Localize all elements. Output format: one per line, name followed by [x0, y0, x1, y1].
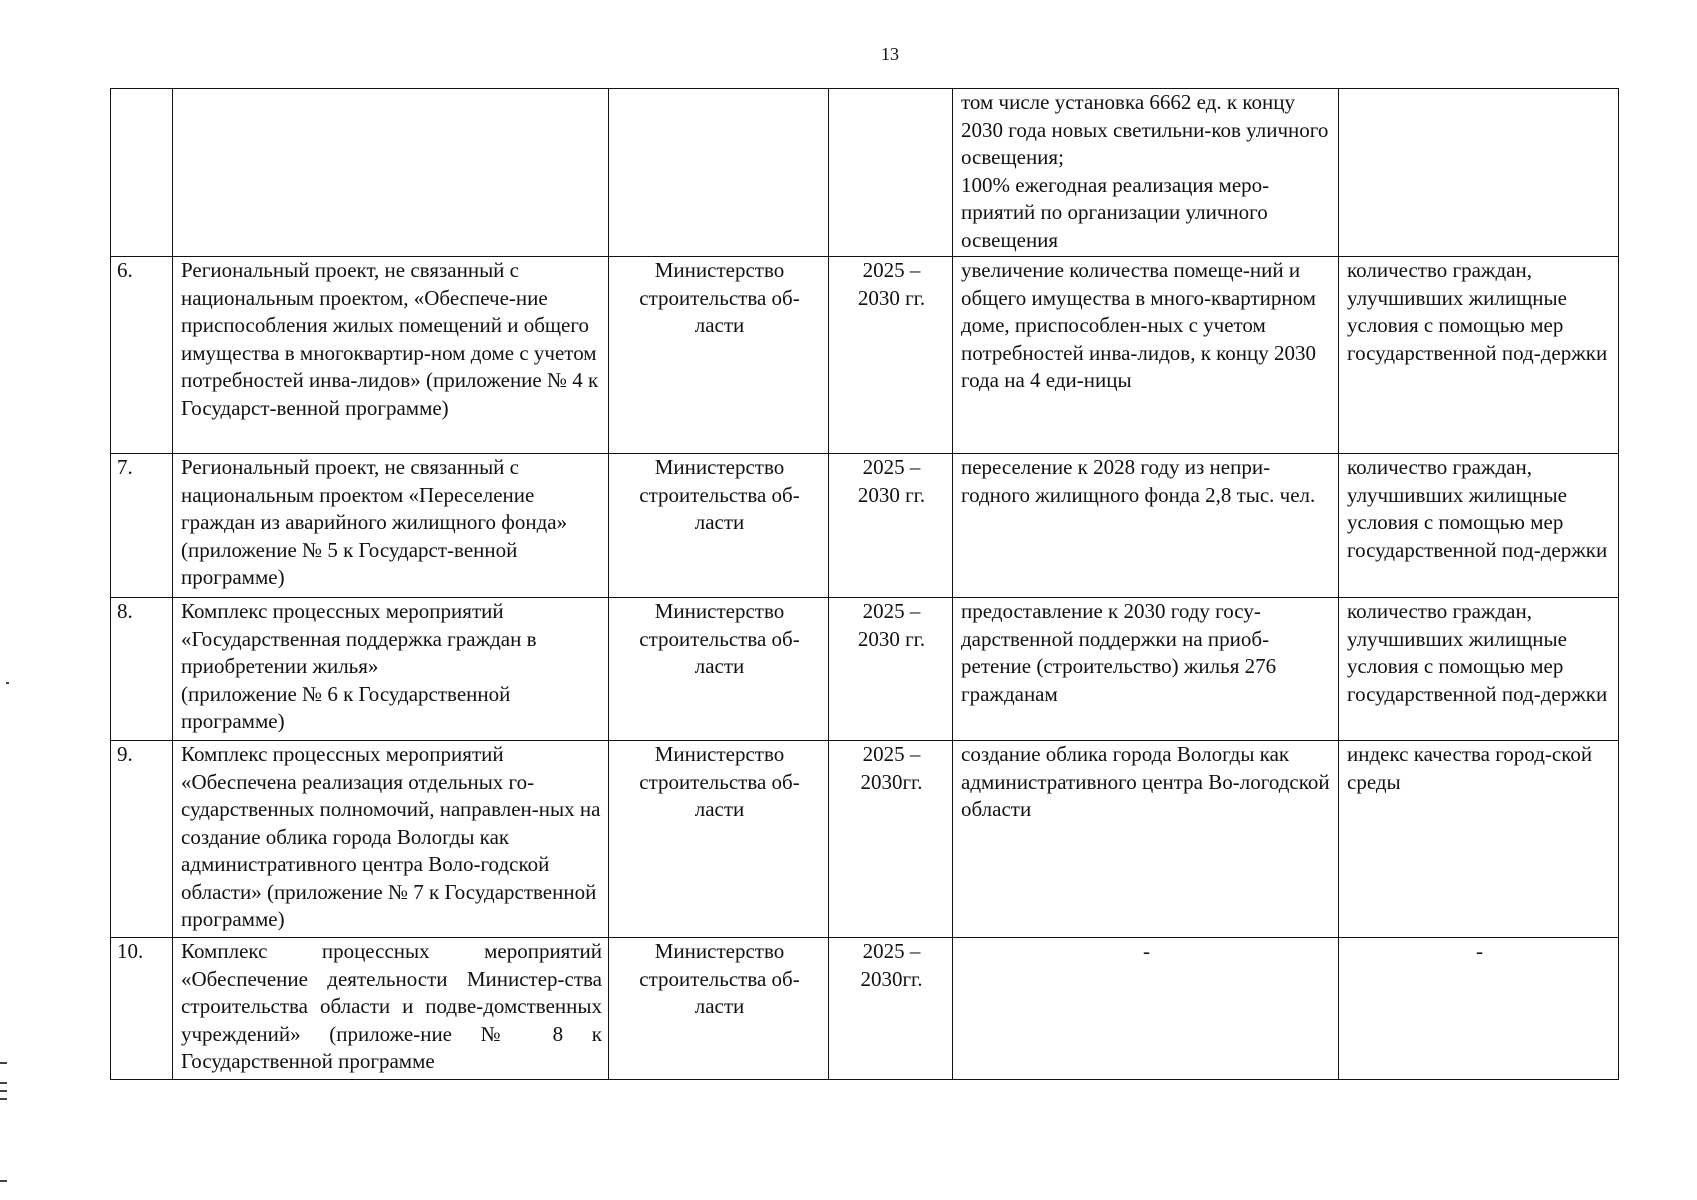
project-name-cell: Комплекс процессных мероприятий «Обеспечена реализация отдельных го-сударственных полномочий, направлен-ных на создание облика города Вологды как административного центра Воло-годской области» (приложение № 7 к Государственной программе): [173, 741, 609, 938]
row-number-cell: 7.: [111, 454, 173, 598]
period-cell: 2025 – 2030 гг.: [829, 598, 953, 741]
result-cell: переселение к 2028 году из непри-годного жилищного фонда 2,8 тыс. чел.: [953, 454, 1339, 598]
period-cell: 2025 – 2030 гг.: [829, 454, 953, 598]
row-number-cell: 9.: [111, 741, 173, 938]
project-name-cell: [173, 89, 609, 257]
row-number-cell: 8.: [111, 598, 173, 741]
indicator-cell: -: [1339, 938, 1619, 1080]
table-row: [111, 938, 1619, 1080]
row-number-cell: 6.: [111, 257, 173, 454]
project-name-cell: Комплекс процессных мероприятий «Государственная поддержка граждан в приобретении жилья» (приложение № 6 к Государственной программе): [173, 598, 609, 741]
project-name-cell: Региональный проект, не связанный с национальным проектом «Переселение граждан из аварийного жилищного фонда» (приложение № 5 к Государст-венной программе): [173, 454, 609, 598]
period-cell: 2025 – 2030гг.: [829, 741, 953, 938]
indicator-cell: количество граждан, улучшивших жилищные условия с помощью мер государственной под-держки: [1339, 598, 1619, 741]
result-cell: -: [953, 938, 1339, 1080]
scan-mark: [0, 1082, 7, 1084]
program-structure-table: [110, 88, 1619, 1080]
table-row: [111, 598, 1619, 741]
scan-mark: [0, 1090, 7, 1092]
row-number-cell: [111, 89, 173, 257]
scan-mark: [0, 1098, 7, 1100]
responsible-cell: Министерство строительства об-ласти: [609, 454, 829, 598]
indicator-cell: [1339, 89, 1619, 257]
responsible-cell: Министерство строительства об-ласти: [609, 598, 829, 741]
result-cell: увеличение количества помеще-ний и общего имущества в много-квартирном доме, приспособлен-ных с учетом потребностей инва-лидов, к концу 2030 года на 4 еди-ницы: [953, 257, 1339, 454]
table-row: [111, 741, 1619, 938]
result-cell: создание облика города Вологды как административного центра Во-логодской области: [953, 741, 1339, 938]
result-cell: том числе установка 6662 ед. к концу 2030 года новых светильни-ков уличного освещения; 100% ежегодная реализация меро-приятий по организации уличного освещения: [953, 89, 1339, 257]
indicator-cell: количество граждан, улучшивших жилищные условия с помощью мер государственной под-держки: [1339, 454, 1619, 598]
responsible-cell: Министерство строительства об-ласти: [609, 257, 829, 454]
page-number: 13: [881, 44, 899, 64]
table-row: [111, 454, 1619, 598]
responsible-cell: Министерство строительства об-ласти: [609, 938, 829, 1080]
project-name-cell: Региональный проект, не связанный с национальным проектом, «Обеспече-ние приспособления жилых помещений и общего имущества в многоквартир-ном доме с учетом потребностей инва-лидов» (приложение № 4 к Государст-венной программе): [173, 257, 609, 454]
period-cell: 2025 – 2030гг.: [829, 938, 953, 1080]
responsible-cell: Министерство строительства об-ласти: [609, 741, 829, 938]
responsible-cell: [609, 89, 829, 257]
project-name-cell: Комплекс процессных мероприятий «Обеспечение деятельности Министер-ства строительства области и подве-домственных учреждений» (приложе-ние № 8 к Государственной программе: [173, 938, 609, 1080]
result-cell: предоставление к 2030 году госу-дарственной поддержки на приоб-ретение (строительство) жилья 276 гражданам: [953, 598, 1339, 741]
indicator-cell: индекс качества город-ской среды: [1339, 741, 1619, 938]
scan-mark: [0, 1062, 7, 1064]
row-number-cell: 10.: [111, 938, 173, 1080]
table-row: [111, 89, 1619, 257]
table-row: [111, 257, 1619, 454]
scan-mark: [6, 682, 9, 684]
scan-mark: [0, 1180, 7, 1182]
indicator-cell: количество граждан, улучшивших жилищные условия с помощью мер государственной под-держки: [1339, 257, 1619, 454]
period-cell: [829, 89, 953, 257]
period-cell: 2025 – 2030 гг.: [829, 257, 953, 454]
